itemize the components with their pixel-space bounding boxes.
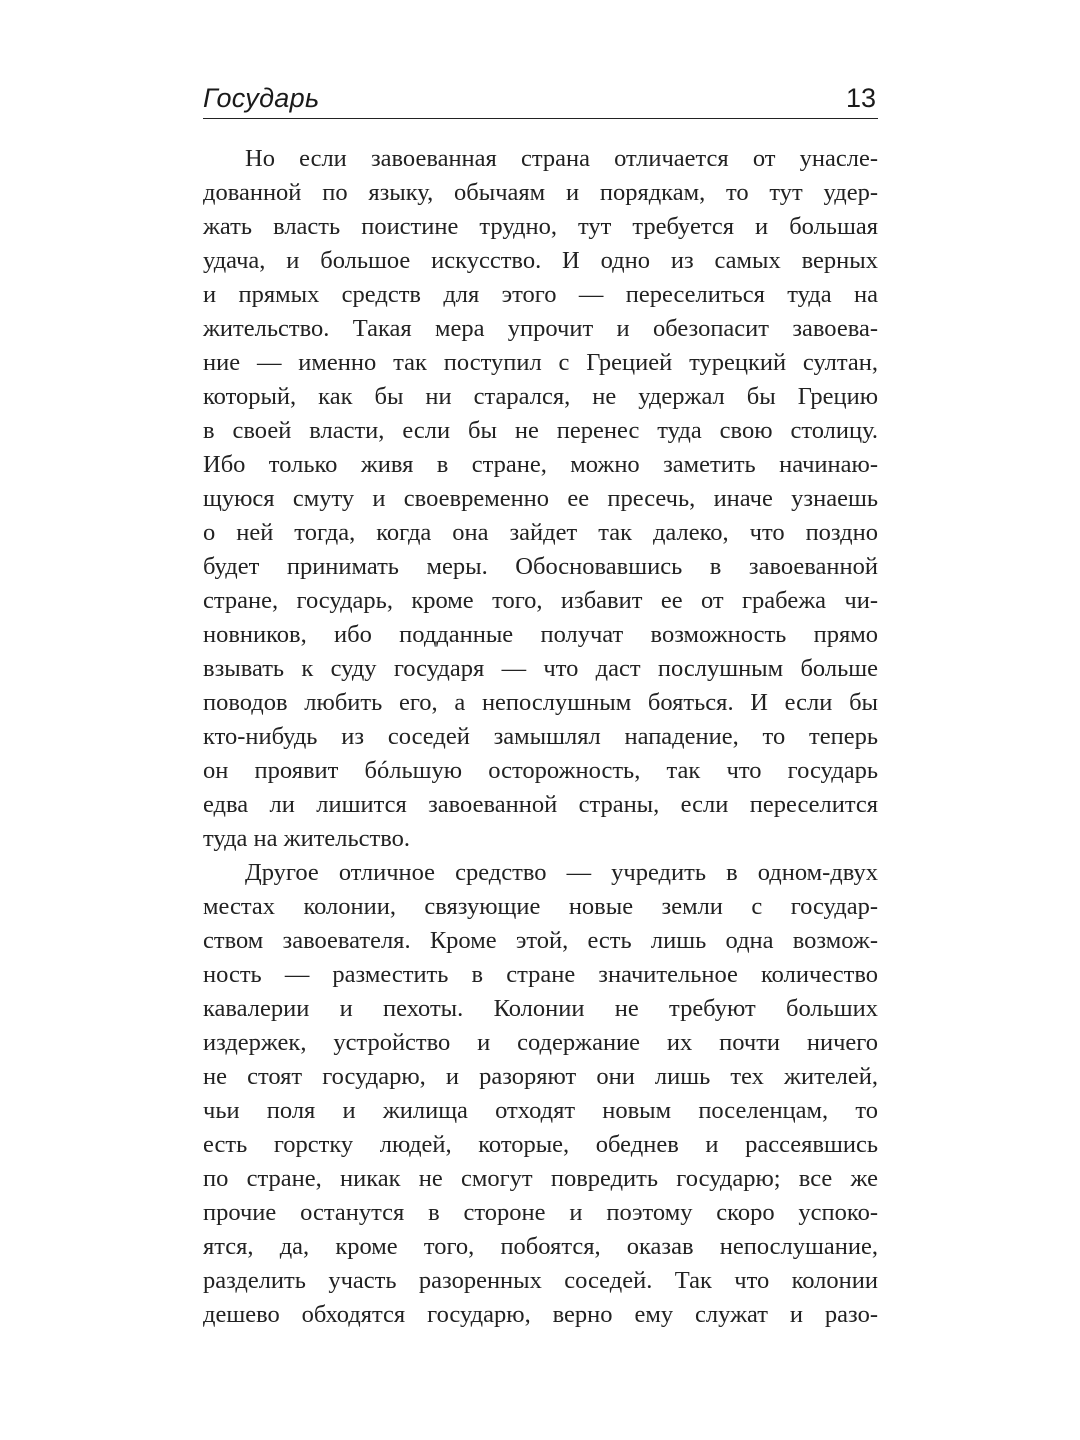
text-line: он проявит бóльшую осторожность, так что государь — [203, 757, 878, 784]
text-line: ние — именно так поступил с Грецией турецкий султан, — [203, 349, 878, 376]
text-line: разделить участь разоренных соседей. Так что колонии — [203, 1267, 878, 1294]
text-line: жать власть поистине трудно, тут требуется и большая — [203, 213, 878, 240]
text-line: Но если завоеванная страна отличается от унасле- — [245, 145, 878, 172]
text-line: по стране, никак не смогут повредить государю; все же — [203, 1165, 878, 1192]
page-number: 13 — [845, 83, 876, 113]
text-line: поводов любить его, а непослушным бояться. И если бы — [203, 689, 878, 716]
text-line: стране, государь, кроме того, избавит ее от грабежа чи- — [203, 587, 878, 614]
text-line: ятся, да, кроме того, побоятся, оказав непослушание, — [203, 1233, 878, 1260]
text-line: в своей власти, если бы не перенес туда свою столицу. — [203, 417, 878, 444]
running-header — [203, 82, 878, 119]
text-line: не стоят государю, и разоряют они лишь тех жителей, — [203, 1063, 878, 1090]
text-line: чьи поля и жилища отходят новым поселенцам, то — [203, 1097, 878, 1124]
text-line: кто-нибудь из соседей замышлял нападение, то теперь — [203, 723, 878, 750]
text-line: щуюся смуту и своевременно ее пресечь, иначе узнаешь — [203, 485, 878, 512]
text-line: дешево обходятся государю, верно ему служат и разо- — [203, 1301, 878, 1328]
text-line: ством завоевателя. Кроме этой, есть лишь одна возмож- — [203, 927, 878, 954]
text-line: новников, ибо подданные получат возможность прямо — [203, 621, 878, 648]
text-line: прочие останутся в стороне и поэтому скоро успоко- — [203, 1199, 878, 1226]
text-line: кавалерии и пехоты. Колонии не требуют больших — [203, 995, 878, 1022]
text-line: есть горстку людей, которые, обеднев и рассеявшись — [203, 1131, 878, 1158]
text-line: местах колонии, связующие новые земли с государ- — [203, 893, 878, 920]
text-line: Другое отличное средство — учредить в одном-двух — [245, 859, 878, 886]
text-line: жительство. Такая мера упрочит и обезопасит завоева- — [203, 315, 878, 342]
text-line: который, как бы ни старался, не удержал бы Грецию — [203, 383, 878, 410]
body-text — [203, 142, 878, 1332]
text-line: издержек, устройство и содержание их почти ничего — [203, 1029, 878, 1056]
text-line: будет принимать меры. Обосновавшись в завоеванной — [203, 553, 878, 580]
text-line: ность — разместить в стране значительное количество — [203, 961, 878, 988]
text-line: дованной по языку, обычаям и порядкам, то тут удер- — [203, 179, 878, 206]
text-line: и прямых средств для этого — переселиться туда на — [203, 281, 878, 308]
paragraph — [203, 856, 878, 1332]
text-line: едва ли лишится завоеванной страны, если переселится — [203, 791, 878, 818]
running-title: Государь — [203, 83, 320, 113]
text-line: удача, и большое искусство. И одно из самых верных — [203, 247, 878, 274]
text-line: туда на жительство. — [203, 825, 411, 852]
text-line: взывать к суду государя — что даст послушным больше — [203, 655, 878, 682]
text-line: Ибо только живя в стране, можно заметить начинаю- — [203, 451, 878, 478]
text-line: о ней тогда, когда она зайдет так далеко, что поздно — [203, 519, 878, 546]
paragraph — [203, 142, 878, 856]
